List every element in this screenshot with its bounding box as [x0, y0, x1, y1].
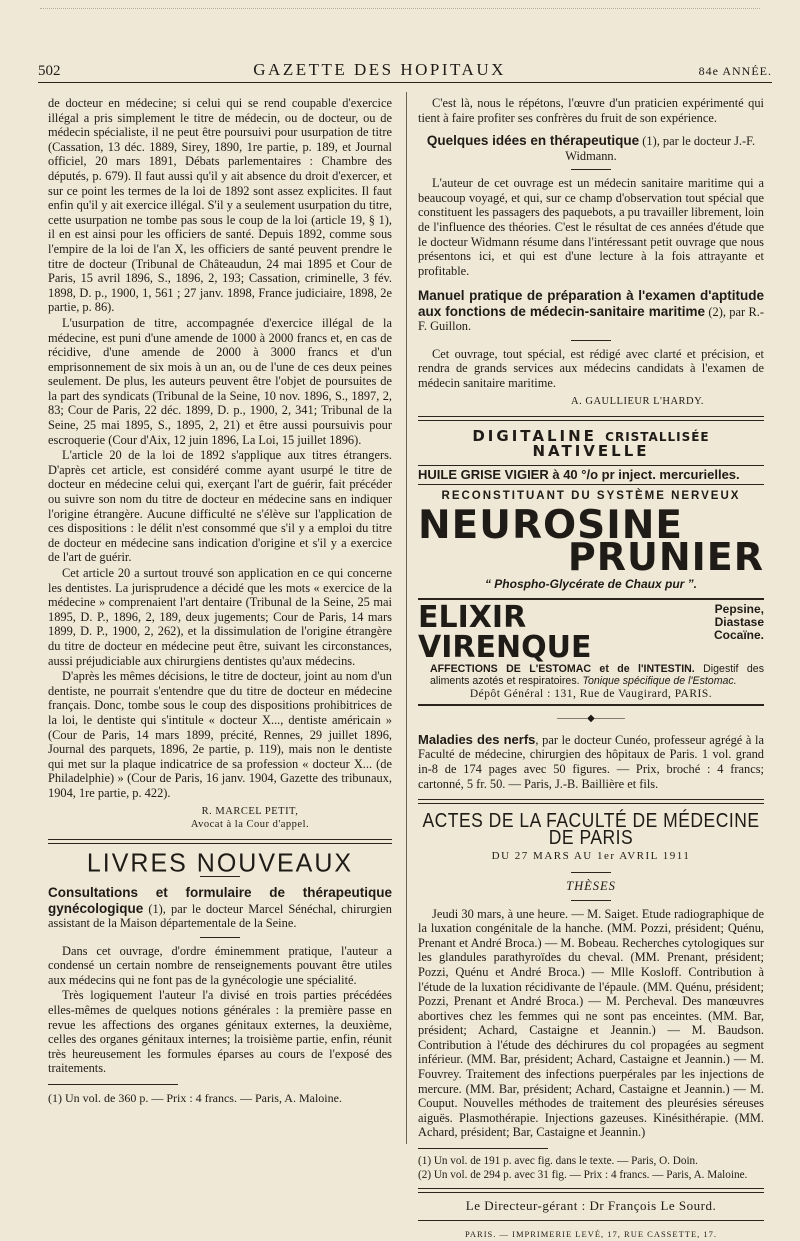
- book-credits: (1), par le docteur Marcel Sénéchal, chirurgien assistant de la Maison départementale de la Seine.: [48, 901, 392, 931]
- page-number: 502: [38, 63, 61, 79]
- author-role: Avocat à la Cour d'appel.: [190, 818, 310, 830]
- ad-neurosine: NEUROSINE: [418, 503, 684, 548]
- article-paragraph: D'après les mêmes décisions, le titre de docteur, joint au nom d'un dentiste, ne pourrait s'entendre que du titre de docteur en médecine français. Donc, tombe sous le coup des dispositions prohibitrices de la loi, le dentiste qui s'intitule « docteur X..., dentiste américain » (Cour de Paris, 14 mars 1899, précité, Rennes, 29 juillet 1896, Journal des parquets, 1896, 2e partie, p. 119), mais non le dentiste qui met sur la plaque indicatrice de sa profession « docteur X... (de Philadelphie) » (Cour de Paris, 16 janv. 1904, Gazette des tribunaux, 1904, 1re partie, p. 422).: [48, 669, 392, 800]
- ad-huile-detail: à 40 °/o pr inject. mercurielles.: [548, 466, 740, 482]
- book-title: Manuel pratique de préparation à l'examen d'aptitude aux fonctions de médecin-sanitaire maritime: [418, 288, 764, 319]
- article-paragraph: L'article 20 de la loi de 1892 s'applique aux titres étrangers. D'après cet article, est considéré comme ayant usurpé le titre de docteur en médecine celui qui, exerçant l'art de guérir, fait précéder ou suivre son nom du titre de docteur en médecine sans en indiquer l'origine étrangère. Aucune difficulté ne s'élève sur l'application de ces dispositions : le délit n'est consommé que s'il y a emploi du titre de docteur en médecine sans indication d'origine et s'il y a exercice de l'art de guérir.: [48, 448, 392, 565]
- ad-tonique: Tonique spécifique de l'Estomac.: [582, 674, 737, 687]
- short-rule: [200, 937, 240, 938]
- short-rule: [571, 169, 611, 170]
- footnote: (2) Un vol. de 294 p. avec 31 fig. — Prix : 4 francs. — Paris, A. Maloine.: [418, 1168, 748, 1181]
- book-credits: , par le docteur Cunéo, professeur agrégé à la Faculté de médecine, chirurgien des hôpitaux de Paris. 1 vol. grand in-8 de 174 pages avec 50 figures. — Prix, broché : 4 francs; cartonné, 5 fr. 50. — Paris, J.-B. Baillière et fils.: [418, 732, 765, 791]
- footnote-rule: [48, 1084, 178, 1085]
- review-paragraph: Cet ouvrage, tout spécial, est rédigé avec clarté et précision, et rendra de grands services aux médecins candidats à l'examen de médecin sanitaire maritime.: [418, 346, 764, 391]
- book-review-heading: [48, 885, 392, 931]
- actes-date: DU 27 MARS AU 1er AVRIL 1911: [491, 850, 691, 863]
- book-credits: (2), par R.-F. Guillon.: [418, 304, 764, 334]
- ad-pepsine: Pepsine, Diastase: [714, 601, 764, 629]
- ad-reconstituant: RECONSTITUANT DU SYSTÈME NERVEUX: [441, 490, 741, 503]
- ad-cocaine: Cocaïne.: [713, 627, 764, 642]
- ad-depot: Dépôt Général : 131, Rue de Vaugirard, PARIS.: [469, 687, 713, 700]
- ad-digitaline: [418, 426, 764, 461]
- director-line: Le Directeur-gérant : Dr François Le Sourd.: [465, 1198, 717, 1214]
- top-edge-noise: [40, 8, 760, 10]
- left-column: [48, 96, 392, 1106]
- ad-digitaline-word: DIGITALINE: [472, 426, 597, 445]
- footer-rule: [418, 1220, 764, 1221]
- ad-huile-grise: [418, 465, 764, 486]
- article-paragraph: Cet article 20 a surtout trouvé son application en ce qui concerne les dentistes. La jurisprudence a décidé que les mots « exercice de la médecine » comprenaient l'art dentaire (Tribunal de la Seine, 25 mai 1895, D. P., 1896, 2, 189, deux jugements; Cour de Paris, 14 mars 1899, D. P., 1900, 2, 262), et la dissimulation de l'origine étrangère du titre de docteur en médecine peut être, suivant les circonstances, aussi préjudiciable aux chirurgiens dentistes qu'aux médecins.: [48, 566, 392, 668]
- journal-title: GAZETTE DES HOPITAUX: [253, 60, 506, 79]
- ad-phospho: “ Phospho-Glycérate de Chaux pur ”.: [484, 577, 698, 591]
- ad-affections: AFFECTIONS DE L'ESTOMAC et de l'INTESTIN.: [430, 662, 695, 675]
- column-divider: [406, 92, 407, 1144]
- book-title: Quelques idées en thérapeutique: [426, 133, 640, 149]
- ad-elixir-ingredients: [675, 603, 764, 642]
- footnote: (1) Un vol. de 191 p. avec fig. dans le texte. — Paris, O. Doin.: [418, 1155, 698, 1168]
- section-rule: [418, 416, 764, 421]
- book-title: Consultations et formulaire de thérapeutique gynécologique: [48, 885, 392, 916]
- author-name: R. MARCEL PETIT,: [201, 805, 299, 817]
- ad-elixir-row: [418, 599, 764, 665]
- ad-prunier: PRUNIER: [567, 535, 764, 579]
- review-signature: A. GAULLIEUR L'HARDY.: [571, 395, 704, 407]
- book-title: Maladies des nerfs: [418, 731, 536, 747]
- section-rule: [48, 839, 392, 844]
- right-column: [418, 96, 764, 1241]
- ad-huile-name: HUILE GRISE VIGIER: [418, 466, 549, 482]
- section-title: LIVRES NOUVEAUX: [86, 847, 354, 878]
- printer-line: PARIS. — IMPRIMERIE LEVÉ, 17, RUE CASSETTE, 17.: [464, 1228, 718, 1239]
- section-rule: [418, 1188, 764, 1193]
- theses-text: Jeudi 30 mars, à une heure. — M. Saiget. Etude radiographique de la luxation congénitale de la hanche. (MM. Pozzi, président; Quénu, Prenant et André Broca.) — M. Bobeau. Recherches cytologiques sur les glandules parathyroïdes du cheval. (MM. Prenant, président; Pozzi, Quénu et André Broca.) — Mlle Kosloff. Contribution à l'étude de la luxation récidivante de l'épaule. (MM. Quénu, président; Pozzi, Prenant et André Broca.) — M. Percheval. Des manœuvres abortives chez les femmes qui ne sont pas enceintes. (MM. Bar, président; Achard, Castaigne et Jeannin.) — M. Baudson. Contribution à l'étude des déchirures du col propagées au segment inférieur. (MM. Bar, président; Achard, Castaigne et Jeannin.) — M. Fouvrey. Traitement des infections puerpérales par les injections de mercure. (MM. Bar, président; Achard, Castaigne et Jeannin.) — M. Couput. Nouvelles méthodes de traitement des pleurésies séreuses aiguës. Plasmothérapie. Injections gazeuses. Kinésithérapie. (MM. Achard, président; Bar, Castaigne et Jeannin.): [418, 906, 764, 1140]
- theses-heading: THÈSES: [566, 878, 616, 893]
- ad-nativelle-word: NATIVELLE: [532, 442, 650, 461]
- year-label: 84e ANNÉE.: [698, 64, 772, 78]
- ad-elixir-virenque: [418, 598, 764, 707]
- page-header: [38, 60, 772, 83]
- ad-elixir-name: ELIXIR VIRENQUE: [418, 599, 592, 665]
- review-paragraph: L'auteur de cet ouvrage est un médecin sanitaire maritime qui a beaucoup voyagé, et qui, sur ce champ d'observation tout spécial que constituent les passagers des paquebots, a pu travailler librement, loin de l'influence des théories. C'est le résultat de ces années d'étude que le docteur Widmann résume dans l'intéressant petit ouvrage que nous présentons ici, et qui est d'une lecture à la fois attrayante et profitable.: [418, 176, 764, 278]
- short-rule: [571, 340, 611, 341]
- author-signature: [48, 805, 392, 831]
- ornament-divider: ———◆———: [557, 713, 625, 725]
- article-paragraph: L'usurpation de titre, accompagnée d'exercice illégal de la médecine, est puni d'une amende de 1000 à 2000 francs et, en cas de récidive, d'une amende de 2000 à 3000 francs et d'un emprisonnement de six mois à un an, ou de l'une de ces deux peines seulement. De plus, les auteurs peuvent être l'objet de poursuites de la part des syndicats (Tribunal de la Seine, 10 nov. 1896, S., 1897, 2, 83; Cour de Paris, 22 déc. 1899, D. p., 1900, 2, 341; Tribunal de la Seine, 25 mai 1895, S., 1895, 2, 21) et être aussi poursuivis pour escroquerie (Cour d'Aix, 12 juin 1896, La Loi, 15 juillet 1896).: [48, 315, 392, 447]
- footnote: (1) Un vol. de 360 p. — Prix : 4 francs. — Paris, A. Maloine.: [48, 1090, 342, 1105]
- ad-digestif: Digestif des aliments azotés et respiratoires.: [430, 662, 764, 687]
- footnote-rule: [418, 1148, 548, 1149]
- review-paragraph: C'est là, nous le répétons, l'œuvre d'un praticien expérimenté qui tient à faire profiter ses confrères du fruit de son expérience.: [418, 96, 764, 125]
- short-rule: [571, 900, 611, 901]
- review-paragraph: Dans cet ouvrage, d'ordre éminemment pratique, l'auteur a condensé un certain nombre de renseignements pouvant être utiles aux médecins qui ne font pas de la gynécologie une spécialité.: [48, 943, 392, 987]
- book-review-heading: [418, 733, 764, 791]
- book-review-heading: [418, 133, 764, 163]
- actes-title: ACTES DE LA FACULTÉ DE MÉDECINE DE PARIS: [422, 808, 760, 849]
- short-rule: [571, 872, 611, 873]
- article-paragraph: de docteur en médecine; si celui qui se rend coupable d'exercice illégal a pris simplement le titre de médecin, ou de docteur, ou de médecin spécialiste, il ne peut être poursuivi pour usurpation de titre (Cassation, 13 déc. 1889, Sirey, 1890, 1re partie, p. 189, et Journal officiel, 20 mars 1891, Débats parlementaires : Chambre des députés, p. 679). Il faut aussi qu'il y ait absence du droit d'exercer, et sur ce point les termes de la loi de 1892 sont assez explicites. Il faut enfin qu'il y ait exercice illégal. S'il y a seulement usurpation du titre, cette usurpation ne tombe pas sous le coup de la loi (article 19, § 1), il en est ainsi pour les officiers de santé. Depuis 1892, comme sous l'empire de la loi de l'an X, les officiers de santé peuvent prendre le titre de docteur (Tribunal de Châteaudun, 24 mai 1895 et Cour de Paris, 15 avril 1896, S., 1896, 2, 193; Cassation, criminelle, 3 fév. 1898, D. p., 1900, 1, 561 ; 27 janv. 1898, France judiciaire, 1898, 2e partie, p. 86).: [48, 96, 392, 315]
- ad-digitaline-small: CRISTALLISÉE: [605, 429, 710, 444]
- book-review-heading: [418, 288, 764, 334]
- book-credits: (1), par le docteur J.-F. Widmann.: [565, 134, 756, 163]
- review-paragraph: Très logiquement l'auteur l'a divisé en trois parties précédées elles-mêmes de quelques notions générales : la première passe en revue les affections des organes génitaux externes, la deuxième, celles des organes génitaux internes; la troisième partie, enfin, réunit très heureusement les formules éparses au cours de l'exposé des traitements.: [48, 988, 392, 1076]
- ad-elixir-description: [418, 663, 764, 687]
- section-rule: [418, 799, 764, 804]
